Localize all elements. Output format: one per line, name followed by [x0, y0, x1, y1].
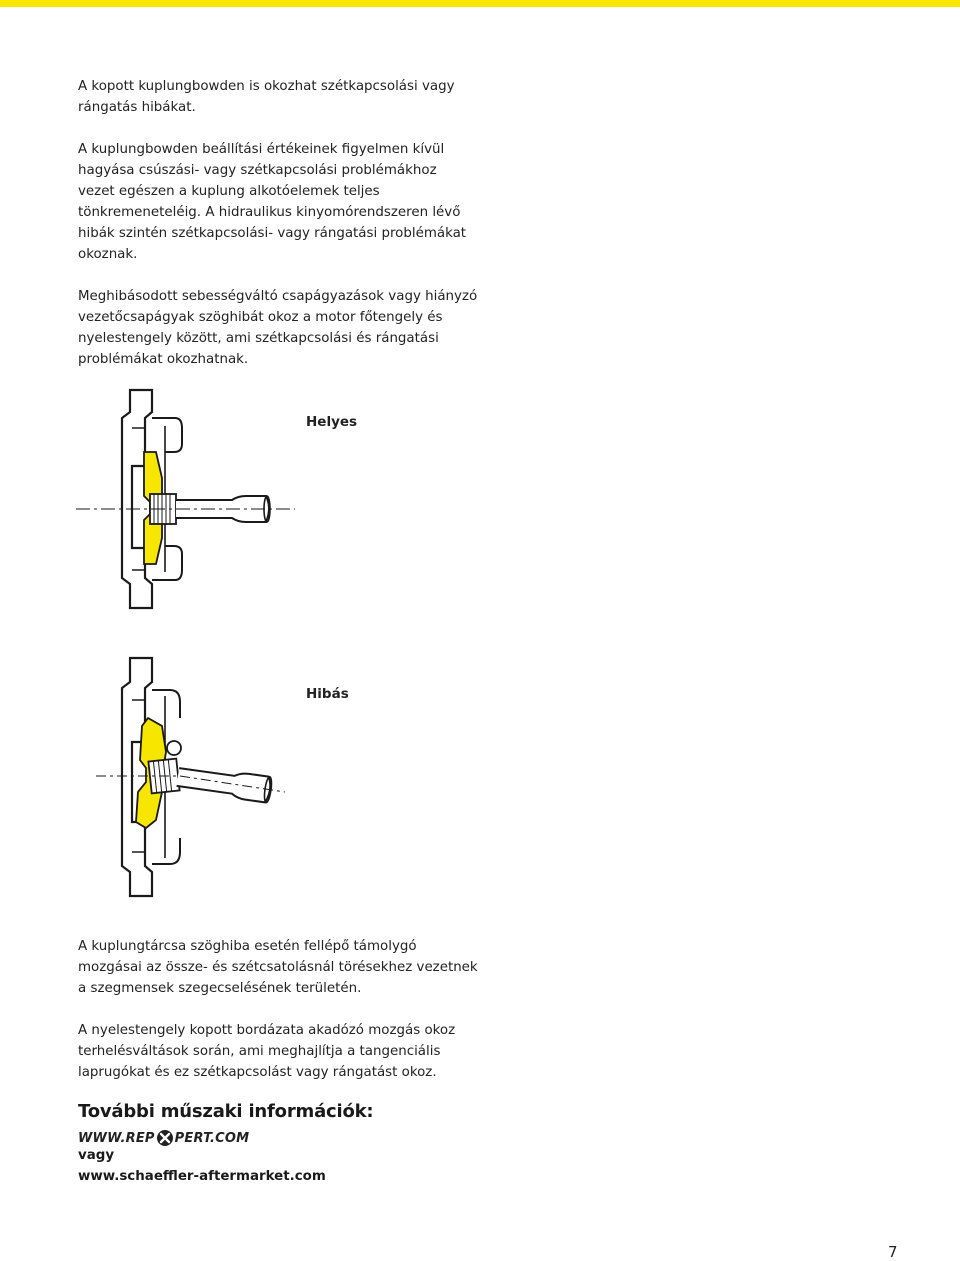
gear-x-icon — [156, 1129, 174, 1147]
paragraph-bearing-fault: Meghibásodott sebességváltó csapágyazások vagy hiányzó vezetőcsapágyak szöghibát okoz a motor főtengely és nyelestengely között, ami szétkapcsolási és rángatási problémákat okozhatnak. — [78, 289, 478, 367]
section-heading: További műszaki információk: — [78, 1101, 374, 1122]
diagram-faulty-alignment — [70, 656, 300, 900]
top-accent-bar — [0, 0, 960, 7]
label-correct: Helyes — [306, 414, 358, 430]
logo-text-right: PERT.COM — [174, 1130, 250, 1146]
or-text: vagy — [78, 1148, 115, 1163]
diagram-correct-alignment — [70, 388, 300, 610]
page-number: 7 — [888, 1243, 898, 1261]
paragraph-cable-settings: A kuplungbowden beállítási értékeinek figyelmen kívül hagyása csúszási- vagy szétkapcsolási problémákhoz vezet egészen a kuplung alkotóelemek teljes tönkremeneteléig. A hidraulikus kinyomórendszeren lévő hibák szintén szétkapcsolási- vagy rángatási problémákat okoznak. — [78, 142, 467, 262]
logo-text-left: WWW.REP — [78, 1130, 155, 1146]
paragraph-cable-wear: A kopott kuplungbowden is okozhat szétkapcsolási vagy rángatás hibákat. — [78, 79, 455, 115]
repxpert-logo[interactable] — [78, 1128, 249, 1148]
label-faulty: Hibás — [306, 686, 349, 702]
schaeffler-link[interactable]: www.schaeffler-aftermarket.com — [78, 1169, 326, 1184]
paragraph-spline-wear: A nyelestengely kopott bordázata akadózó mozgás okoz terhelésváltások során, ami meghajlítja a tangenciális laprugókat és ez szétkapcsolást vagy rángatást okoz. — [78, 1023, 456, 1080]
paragraph-disc-wobble: A kuplungtárcsa szöghiba esetén fellépő támolygó mozgásai az össze- és szétcsatolásnál törésekhez vezetnek a szegmensek szegecselésének területén. — [78, 939, 478, 996]
